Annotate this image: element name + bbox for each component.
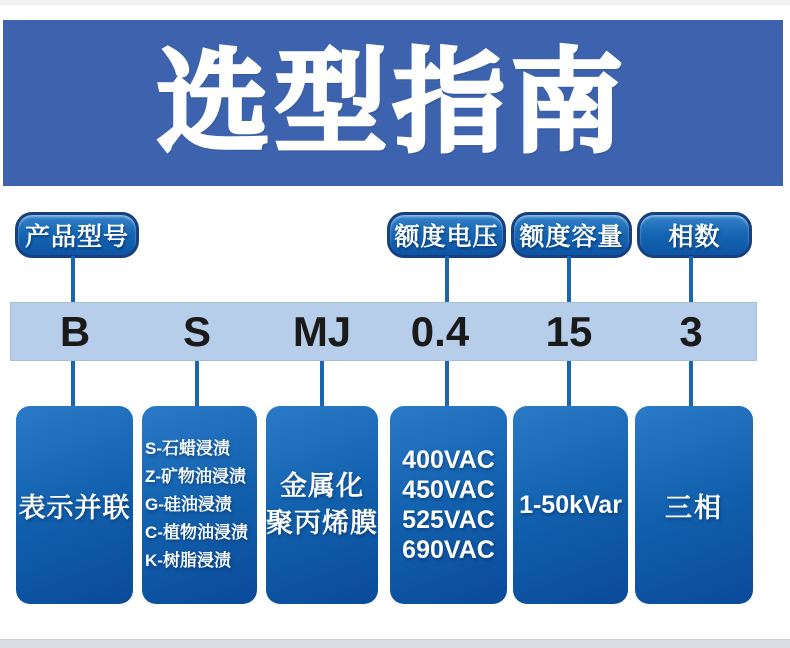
box-text: 525VAC (402, 506, 495, 534)
box-text: S-石蜡浸渍 (145, 439, 230, 458)
code-segment-film: MJ (292, 308, 352, 355)
callout-label: 额度电压 (394, 223, 499, 251)
callout-product-model (15, 212, 139, 258)
box-text: G-硅油浸渍 (145, 495, 232, 514)
title-banner (3, 20, 783, 186)
callout-label: 额度容量 (519, 223, 624, 251)
box-text: 表示并联 (18, 492, 131, 523)
box-text: K-树脂浸渍 (145, 551, 231, 570)
top-divider-strip (0, 0, 790, 5)
box-text: 聚丙烯膜 (266, 508, 378, 538)
box-rated-capacity-range (513, 406, 628, 604)
box-text: Z-矿物油浸渍 (145, 467, 247, 486)
connector-line (567, 360, 571, 408)
connector-line (689, 360, 693, 408)
box-text: 1-50kVar (519, 490, 622, 519)
bottom-divider-strip (0, 639, 790, 648)
box-text: 450VAC (402, 476, 495, 504)
connector-line (195, 360, 199, 408)
box-film-material (266, 406, 378, 604)
box-text: 690VAC (402, 536, 495, 564)
box-text: C-植物油浸渍 (145, 523, 248, 542)
callout-label: 产品型号 (24, 223, 129, 251)
code-segment-series: B (59, 308, 91, 355)
callout-rated-voltage (387, 212, 506, 258)
code-segment-impregnation: S (182, 308, 211, 355)
connector-line (320, 360, 324, 408)
box-parallel-meaning (16, 406, 133, 604)
box-rated-voltage-options (390, 406, 507, 604)
box-text: 金属化 (280, 471, 364, 501)
page-title: 选型指南 (157, 40, 629, 165)
box-impregnation-types (142, 406, 257, 604)
connector-line (445, 256, 449, 304)
connector-line (567, 256, 571, 304)
box-text: 三相 (665, 492, 723, 523)
callout-phase-count (637, 212, 752, 258)
box-phase-value (635, 406, 753, 604)
code-segment-voltage: 0.4 (410, 308, 470, 355)
code-segment-capacity: 15 (545, 308, 593, 355)
connector-line (445, 360, 449, 408)
connector-line (689, 256, 693, 304)
callout-label: 相数 (668, 223, 721, 251)
connector-line (71, 256, 75, 304)
box-text: 400VAC (402, 446, 495, 474)
callout-rated-capacity (511, 212, 632, 258)
code-segment-phase: 3 (679, 308, 703, 355)
connector-line (71, 360, 75, 408)
